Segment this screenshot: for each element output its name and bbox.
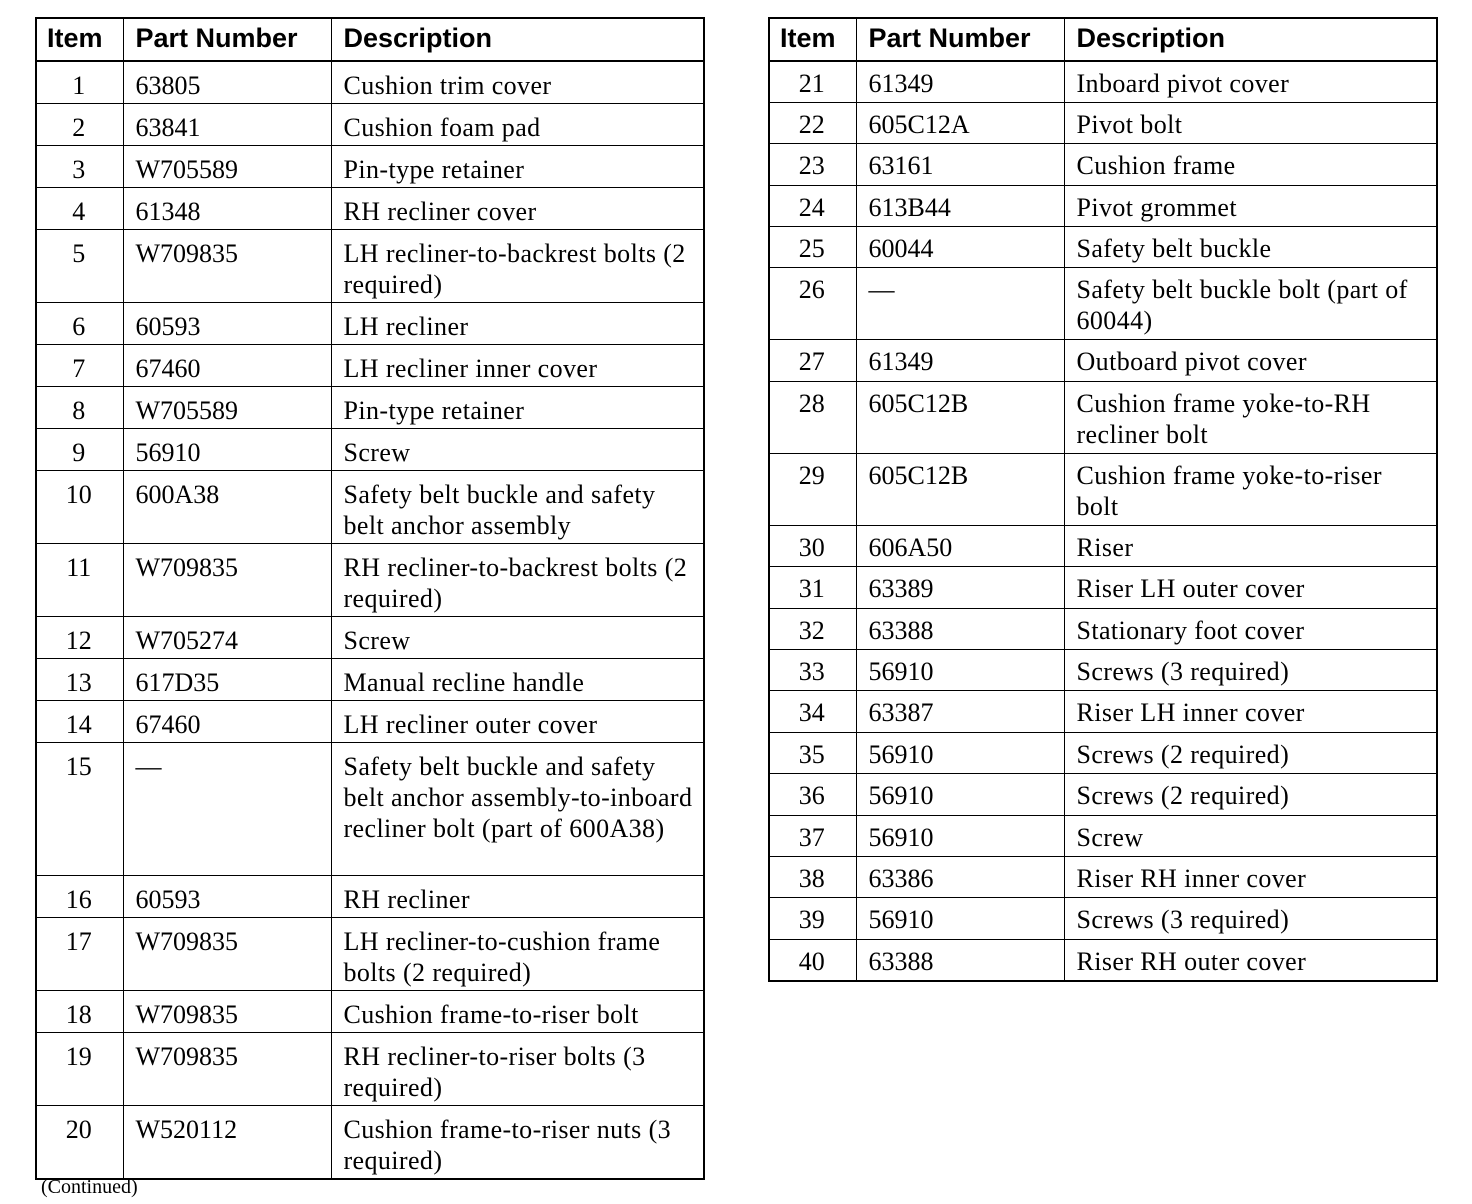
item-number: 15 xyxy=(36,743,123,876)
table-row xyxy=(769,268,1437,340)
part-description: Riser LH inner cover xyxy=(1064,691,1437,732)
part-number: 605C12A xyxy=(856,102,1064,143)
item-number: 16 xyxy=(36,876,123,918)
table-row xyxy=(36,146,704,188)
part-number: 61349 xyxy=(856,340,1064,381)
part-number: 63388 xyxy=(856,608,1064,649)
part-description: LH recliner-to-backrest bolts (2 required) xyxy=(331,230,704,303)
table-row xyxy=(36,61,704,104)
header-part-number: Part Number xyxy=(856,18,1064,61)
part-number: W705274 xyxy=(123,617,331,659)
part-number: 60593 xyxy=(123,303,331,345)
item-number: 5 xyxy=(36,230,123,303)
table-row xyxy=(36,1106,704,1180)
part-number: 613B44 xyxy=(856,185,1064,226)
part-description: Screws (3 required) xyxy=(1064,650,1437,691)
header-description: Description xyxy=(1064,18,1437,61)
item-number: 26 xyxy=(769,268,856,340)
part-description: Riser LH outer cover xyxy=(1064,567,1437,608)
part-number: W709835 xyxy=(123,544,331,617)
item-number: 24 xyxy=(769,185,856,226)
part-description: Cushion frame xyxy=(1064,144,1437,185)
part-description: Cushion frame-to-riser bolt xyxy=(331,991,704,1033)
table-row xyxy=(769,185,1437,226)
table-row xyxy=(36,188,704,230)
header-description: Description xyxy=(331,18,704,61)
item-number: 23 xyxy=(769,144,856,185)
part-description: Pivot bolt xyxy=(1064,102,1437,143)
item-number: 3 xyxy=(36,146,123,188)
header-item: Item xyxy=(36,18,123,61)
item-number: 8 xyxy=(36,387,123,429)
header-row xyxy=(769,18,1437,61)
part-description: Screws (3 required) xyxy=(1064,898,1437,939)
table-row xyxy=(769,608,1437,649)
item-number: 37 xyxy=(769,815,856,856)
table-row xyxy=(36,876,704,918)
item-number: 2 xyxy=(36,104,123,146)
part-description: Stationary foot cover xyxy=(1064,608,1437,649)
table-row xyxy=(769,567,1437,608)
part-number: 67460 xyxy=(123,701,331,743)
part-description: Outboard pivot cover xyxy=(1064,340,1437,381)
part-description: Riser RH outer cover xyxy=(1064,939,1437,980)
table-row xyxy=(36,303,704,345)
part-number: W705589 xyxy=(123,146,331,188)
part-description: RH recliner-to-backrest bolts (2 required) xyxy=(331,544,704,617)
part-number: 617D35 xyxy=(123,659,331,701)
part-description: Cushion foam pad xyxy=(331,104,704,146)
header-part-number: Part Number xyxy=(123,18,331,61)
table-row xyxy=(36,701,704,743)
item-number: 35 xyxy=(769,732,856,773)
table-row xyxy=(36,743,704,876)
part-description: Pin-type retainer xyxy=(331,146,704,188)
table-row xyxy=(769,144,1437,185)
table-row xyxy=(36,387,704,429)
item-number: 29 xyxy=(769,453,856,525)
item-number: 22 xyxy=(769,102,856,143)
part-number: 56910 xyxy=(856,732,1064,773)
table-row xyxy=(769,61,1437,102)
table-row xyxy=(769,102,1437,143)
part-description: Cushion frame-to-riser nuts (3 required) xyxy=(331,1106,704,1180)
item-number: 36 xyxy=(769,774,856,815)
part-description: RH recliner-to-riser bolts (3 required) xyxy=(331,1033,704,1106)
item-number: 14 xyxy=(36,701,123,743)
part-number: W709835 xyxy=(123,991,331,1033)
part-number: W705589 xyxy=(123,387,331,429)
table-row xyxy=(769,691,1437,732)
part-number: — xyxy=(856,268,1064,340)
part-description: LH recliner inner cover xyxy=(331,345,704,387)
part-number: W709835 xyxy=(123,1033,331,1106)
part-number: 63841 xyxy=(123,104,331,146)
part-description: Screw xyxy=(331,429,704,471)
part-description: LH recliner xyxy=(331,303,704,345)
part-number: 56910 xyxy=(856,815,1064,856)
part-description: Cushion trim cover xyxy=(331,61,704,104)
part-number: 60044 xyxy=(856,227,1064,268)
table-row xyxy=(769,774,1437,815)
continued-note: (Continued) xyxy=(41,1176,138,1198)
table-row xyxy=(769,227,1437,268)
item-number: 32 xyxy=(769,608,856,649)
part-description: Pivot grommet xyxy=(1064,185,1437,226)
part-number: 61348 xyxy=(123,188,331,230)
part-number: 606A50 xyxy=(856,525,1064,566)
table-row xyxy=(36,104,704,146)
part-description: Safety belt buckle xyxy=(1064,227,1437,268)
table-row xyxy=(769,898,1437,939)
part-description: LH recliner outer cover xyxy=(331,701,704,743)
part-description: Screws (2 required) xyxy=(1064,732,1437,773)
part-number: 63805 xyxy=(123,61,331,104)
item-number: 20 xyxy=(36,1106,123,1180)
part-number: 63161 xyxy=(856,144,1064,185)
part-number: 56910 xyxy=(123,429,331,471)
item-number: 39 xyxy=(769,898,856,939)
item-number: 1 xyxy=(36,61,123,104)
part-number: 67460 xyxy=(123,345,331,387)
item-number: 38 xyxy=(769,856,856,897)
header-row xyxy=(36,18,704,61)
item-number: 21 xyxy=(769,61,856,102)
part-number: 600A38 xyxy=(123,471,331,544)
item-number: 33 xyxy=(769,650,856,691)
item-number: 7 xyxy=(36,345,123,387)
item-number: 13 xyxy=(36,659,123,701)
table-row xyxy=(36,659,704,701)
table-row xyxy=(36,617,704,659)
table-row xyxy=(36,1033,704,1106)
table-row xyxy=(769,815,1437,856)
part-number: 605C12B xyxy=(856,381,1064,453)
table-row xyxy=(769,650,1437,691)
part-number: 63388 xyxy=(856,939,1064,980)
item-number: 4 xyxy=(36,188,123,230)
part-description: Safety belt buckle and safety belt anchor assembly-to-inboard recliner bolt (part of 600A38) xyxy=(331,743,704,876)
part-number: 56910 xyxy=(856,774,1064,815)
table-row xyxy=(769,381,1437,453)
part-number: 63386 xyxy=(856,856,1064,897)
item-number: 18 xyxy=(36,991,123,1033)
part-number: 60593 xyxy=(123,876,331,918)
part-description: Screws (2 required) xyxy=(1064,774,1437,815)
item-number: 40 xyxy=(769,939,856,980)
part-description: Riser xyxy=(1064,525,1437,566)
table-row xyxy=(36,345,704,387)
part-description: RH recliner xyxy=(331,876,704,918)
part-number: 61349 xyxy=(856,61,1064,102)
table-row xyxy=(769,732,1437,773)
part-description: Safety belt buckle bolt (part of 60044) xyxy=(1064,268,1437,340)
part-description: Riser RH inner cover xyxy=(1064,856,1437,897)
part-description: Cushion frame yoke-to-riser bolt xyxy=(1064,453,1437,525)
part-description: RH recliner cover xyxy=(331,188,704,230)
table-row xyxy=(36,991,704,1033)
table-row xyxy=(769,525,1437,566)
item-number: 28 xyxy=(769,381,856,453)
part-description: Pin-type retainer xyxy=(331,387,704,429)
part-description: Manual recline handle xyxy=(331,659,704,701)
table-row xyxy=(36,230,704,303)
part-description: Safety belt buckle and safety belt anchor assembly xyxy=(331,471,704,544)
item-number: 11 xyxy=(36,544,123,617)
part-description: Screw xyxy=(1064,815,1437,856)
parts-table-right xyxy=(768,17,1438,982)
item-number: 6 xyxy=(36,303,123,345)
parts-table-left xyxy=(35,17,705,1180)
item-number: 9 xyxy=(36,429,123,471)
table-row xyxy=(769,856,1437,897)
part-description: LH recliner-to-cushion frame bolts (2 required) xyxy=(331,918,704,991)
part-description: Inboard pivot cover xyxy=(1064,61,1437,102)
part-number: 63389 xyxy=(856,567,1064,608)
table-row xyxy=(36,429,704,471)
part-description: Screw xyxy=(331,617,704,659)
part-number: 63387 xyxy=(856,691,1064,732)
item-number: 34 xyxy=(769,691,856,732)
table-row xyxy=(36,544,704,617)
table-row xyxy=(36,471,704,544)
part-number: W709835 xyxy=(123,918,331,991)
part-description: Cushion frame yoke-to-RH recliner bolt xyxy=(1064,381,1437,453)
item-number: 30 xyxy=(769,525,856,566)
part-number: W520112 xyxy=(123,1106,331,1180)
table-row xyxy=(769,340,1437,381)
part-number: — xyxy=(123,743,331,876)
header-item: Item xyxy=(769,18,856,61)
table-row xyxy=(36,918,704,991)
item-number: 19 xyxy=(36,1033,123,1106)
item-number: 31 xyxy=(769,567,856,608)
item-number: 17 xyxy=(36,918,123,991)
part-number: W709835 xyxy=(123,230,331,303)
part-number: 605C12B xyxy=(856,453,1064,525)
table-row xyxy=(769,939,1437,980)
item-number: 10 xyxy=(36,471,123,544)
table-row xyxy=(769,453,1437,525)
item-number: 27 xyxy=(769,340,856,381)
part-number: 56910 xyxy=(856,898,1064,939)
item-number: 25 xyxy=(769,227,856,268)
item-number: 12 xyxy=(36,617,123,659)
part-number: 56910 xyxy=(856,650,1064,691)
